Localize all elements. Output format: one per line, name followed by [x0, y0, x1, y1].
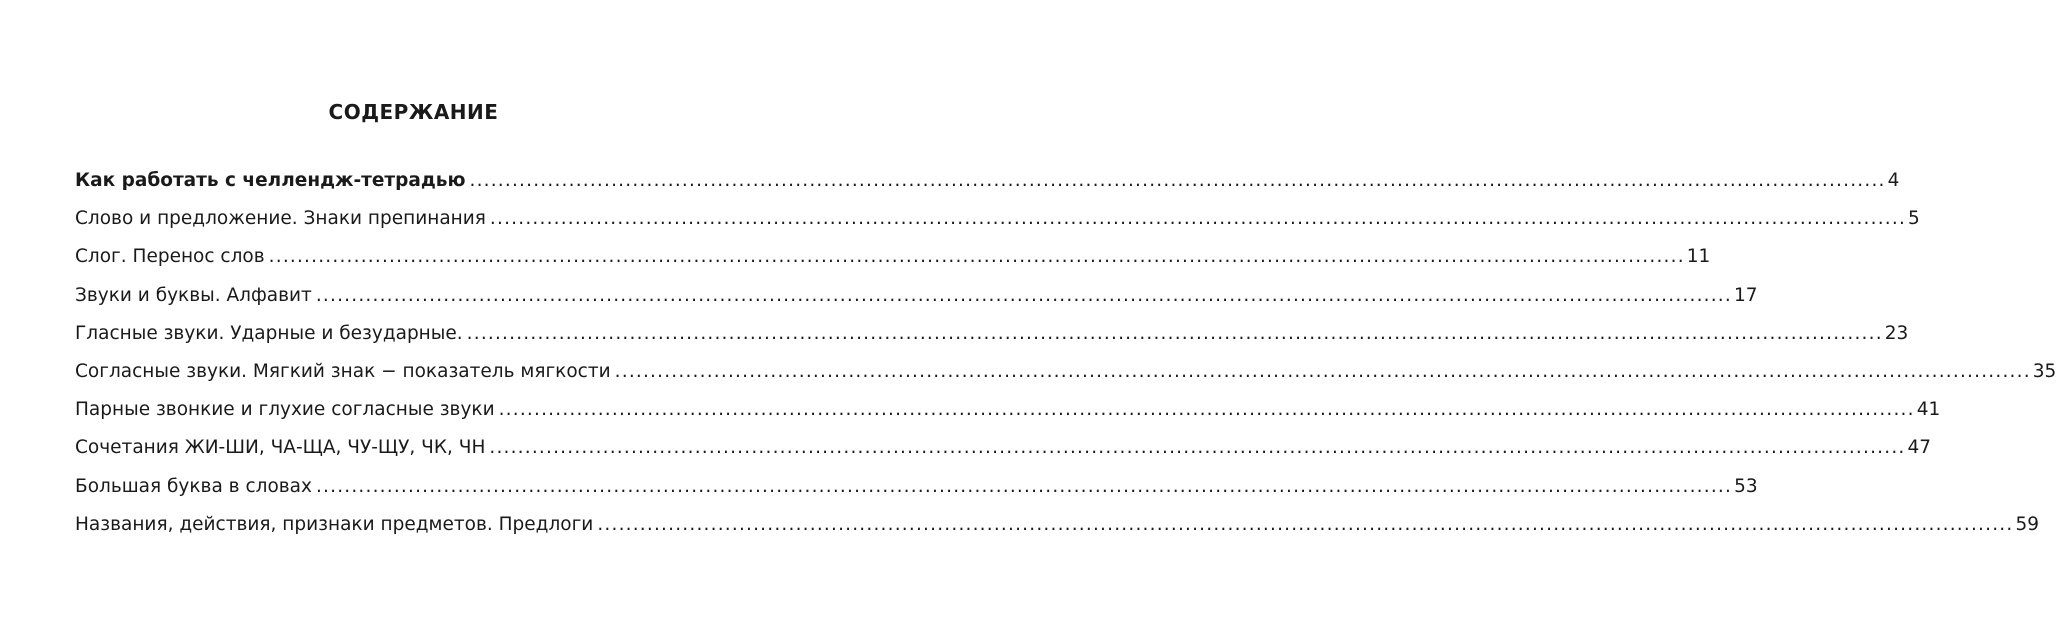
toc-entry [75, 468, 1758, 506]
toc-entry-page: 4 [1887, 170, 1900, 191]
toc-entry [75, 391, 1941, 429]
toc-entry-title: Большая буква в словах [75, 475, 312, 497]
dot-leader: ........................................................................................................................................................................................................ [469, 170, 1886, 191]
toc-entry-page: 41 [1916, 399, 1941, 421]
toc-entry-title: Названия, действия, признаки предметов. Предлоги [75, 513, 594, 535]
toc-entry [75, 238, 1711, 276]
toc-entry-page: 11 [1686, 246, 1711, 268]
toc-entry-page: 5 [1908, 208, 1920, 230]
toc-entry-page: 59 [2015, 513, 2039, 535]
toc-entry [75, 277, 1758, 315]
toc-entry-title: Звуки и буквы. Алфавит [75, 284, 312, 306]
toc-entry-title: Слово и предложение. Знаки препинания [75, 208, 486, 230]
page-title: СОДЕРЖАНИЕ [328, 100, 499, 124]
toc-entry [75, 162, 1900, 200]
dot-leader: ........................................................................................................................................................................................................ [597, 513, 2014, 535]
toc-entry [75, 353, 2056, 391]
table-of-contents [75, 162, 2056, 544]
dot-leader: ........................................................................................................................................................................................................ [268, 246, 1685, 268]
dot-leader: ........................................................................................................................................................................................................ [614, 360, 2031, 382]
toc-entry-page: 47 [1907, 437, 1932, 459]
toc-entry-page: 17 [1733, 284, 1758, 306]
toc-entry-page: 35 [2032, 360, 2056, 382]
toc-entry [75, 200, 1920, 238]
toc-entry-page: 23 [1884, 322, 1909, 344]
toc-entry [75, 429, 1932, 467]
dot-leader: ........................................................................................................................................................................................................ [489, 437, 1906, 459]
toc-entry-page: 53 [1734, 475, 1758, 497]
dot-leader: ........................................................................................................................................................................................................ [315, 284, 1732, 306]
toc-entry-title: Сочетания ЖИ-ШИ, ЧА-ЩА, ЧУ-ЩУ, ЧК, ЧН [75, 437, 486, 459]
toc-entry-title: Гласные звуки. Ударные и безударные. [75, 322, 463, 344]
dot-leader: ........................................................................................................................................................................................................ [315, 475, 1733, 497]
toc-entry-title: Парные звонкие и глухие согласные звуки [75, 399, 495, 421]
dot-leader: ........................................................................................................................................................................................................ [466, 322, 1883, 344]
dot-leader: ........................................................................................................................................................................................................ [489, 208, 1907, 230]
dot-leader: ........................................................................................................................................................................................................ [498, 399, 1915, 421]
toc-entry-title: Как работать с челлендж-тетрадью [75, 170, 466, 191]
toc-entry-title: Согласные звуки. Мягкий знак − показатель мягкости [75, 360, 611, 382]
toc-entry [75, 506, 2039, 544]
toc-entry [75, 315, 1909, 353]
toc-entry-title: Слог. Перенос слов [75, 246, 265, 268]
